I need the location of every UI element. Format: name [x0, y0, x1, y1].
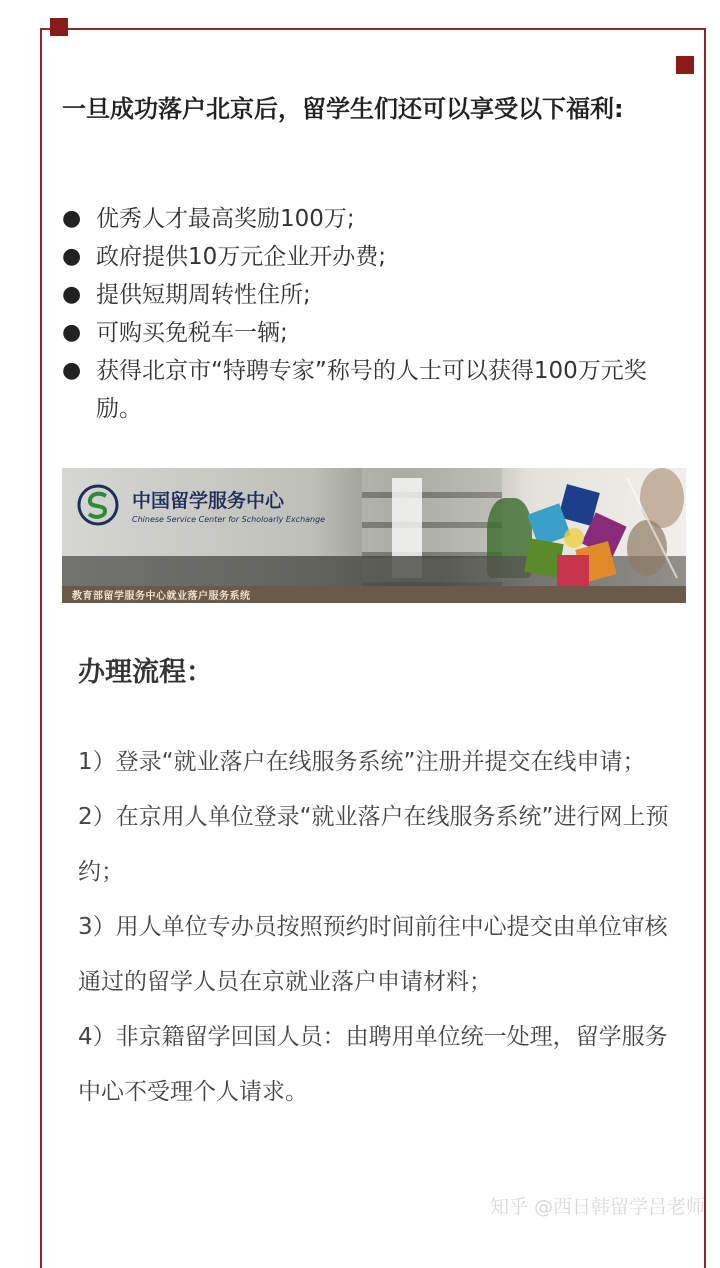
process-step: 4）非京籍留学回国人员：由聘用单位统一处理，留学服务中心不受理个人请求。 [78, 1024, 668, 1105]
bullet-icon: ● [62, 244, 82, 269]
benefit-text: 获得北京市“特聘专家”称号的人士可以获得100万元奖励。 [96, 358, 647, 422]
benefit-text: 提供短期周转性住所; [96, 282, 311, 308]
center-name-en: Chinese Service Center for Scholoarly Exchange [132, 515, 326, 524]
list-item [62, 238, 692, 276]
zhihu-watermark: 知乎 @西日韩留学吕老师 [490, 1196, 706, 1218]
cscse-banner-image [62, 468, 686, 603]
bullet-icon: ● [62, 320, 82, 345]
banner-caption-strip [62, 586, 686, 603]
process-title: 办理流程： [78, 657, 213, 688]
process-step: 1）登录“就业落户在线服务系统”注册并提交在线申请； [78, 749, 646, 775]
list-item [62, 276, 692, 314]
cscse-logo-icon [76, 483, 120, 527]
list-item [62, 200, 692, 238]
process-step: 2）在京用人单位登录“就业落户在线服务系统”进行网上预约； [78, 804, 669, 885]
list-item [62, 314, 692, 352]
bullet-icon: ● [62, 282, 82, 307]
banner-caption: 教育部留学服务中心就业落户服务系统 [72, 591, 251, 602]
bullet-icon: ● [62, 206, 82, 231]
benefit-text: 可购买免税车一辆; [96, 320, 288, 346]
list-item [62, 352, 692, 428]
process-step: 3）用人单位专办员按照预约时间前往中心提交由单位审核通过的留学人员在京就业落户申请材料； [78, 914, 668, 995]
benefits-list [62, 200, 692, 428]
bullet-icon: ● [62, 358, 82, 383]
benefit-text: 政府提供10万元企业开办费; [96, 244, 387, 270]
process-steps-list [78, 735, 678, 1120]
corner-marker [676, 56, 694, 74]
benefit-text: 优秀人才最高奖励100万; [96, 206, 355, 232]
leaf-decoration-icon [617, 468, 686, 586]
center-name-cn: 中国留学服务中心 [132, 490, 285, 512]
intro-heading: 一旦成功落户北京后，留学生们还可以享受以下福利: [62, 95, 624, 123]
corner-marker [50, 18, 68, 36]
